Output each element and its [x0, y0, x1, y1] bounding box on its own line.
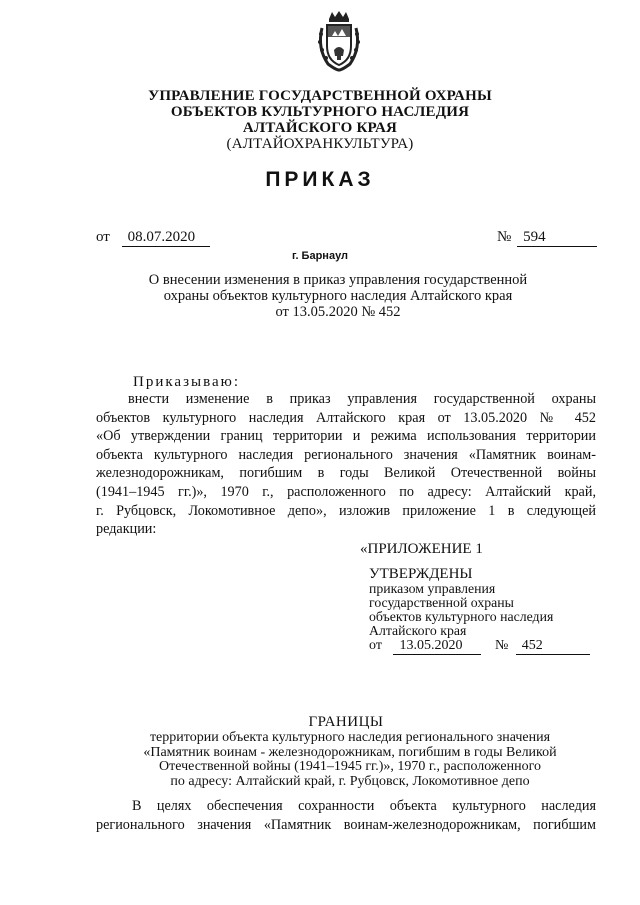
organization-name	[0, 88, 640, 152]
body-line: (1941–1945 гг.)», 1970 г., расположенного по адресу: Алтайский край,	[96, 483, 596, 500]
subject-line: О внесении изменения в приказ управления государственной	[148, 272, 528, 288]
org-line: УПРАВЛЕНИЕ ГОСУДАРСТВЕННОЙ ОХРАНЫ	[148, 88, 492, 104]
appendix-title: «ПРИЛОЖЕНИЕ 1	[360, 541, 483, 557]
order-date: 08.07.2020	[122, 229, 210, 247]
boundaries-line: территории объекта культурного наследия регионального значения	[149, 730, 551, 745]
approved-line: приказом управления	[369, 581, 496, 596]
boundaries-subtitle	[118, 731, 582, 789]
body-line: железнодорожникам, погибшим в годы Великой Отечественной войны	[96, 465, 596, 482]
number-prefix: №	[497, 229, 512, 245]
boundaries-line: «Памятник воинам - железнодорожникам, погибшим в годы Великой	[143, 744, 557, 760]
date-prefix: от	[96, 229, 110, 245]
body-line: г. Рубцовск, Локомотивное депо», изложив приложение 1 в следующей	[96, 502, 596, 519]
approved-line: государственной охраны	[369, 595, 514, 610]
body-line: «Об утверждении границ территории и режима использования территории	[96, 428, 596, 445]
appendix-number: 452	[516, 638, 590, 655]
approved-line: объектов культурного наследия	[369, 609, 554, 624]
body-line: редакции:	[96, 521, 157, 538]
body-line: внести изменение в приказ управления государственной охраны	[128, 391, 596, 407]
body-line: объекта культурного наследия регионального значения «Памятник воинам-	[96, 446, 596, 463]
appendix-date-prefix: от	[369, 638, 382, 653]
altai-krai-coat-of-arms-icon	[314, 10, 364, 72]
final-line: регионального значения «Памятник воинам-железнодорожникам, погибшим	[96, 816, 596, 833]
body-line: объектов культурного наследия Алтайского края от 13.05.2020 № 452	[96, 409, 596, 426]
approved-label: УТВЕРЖДЕНЫ	[369, 566, 473, 582]
boundaries-line: Отечественной войны (1941–1945 гг.)», 1970 г., расположенного	[159, 759, 541, 774]
approved-line: Алтайского края	[369, 623, 467, 638]
final-line: В целях обеспечения сохранности объекта культурного наследия	[132, 798, 596, 814]
document-type-title: ПРИКАЗ	[265, 168, 375, 191]
org-line: АЛТАЙСКОГО КРАЯ	[242, 120, 398, 136]
order-keyword: Приказываю:	[133, 374, 240, 390]
order-subject	[118, 272, 558, 320]
appendix-number-prefix: №	[494, 638, 509, 653]
org-abbreviation: (АЛТАЙОХРАНКУЛЬТУРА)	[226, 136, 414, 152]
subject-line: охраны объектов культурного наследия Алтайского края	[163, 288, 513, 304]
order-number: 594	[517, 229, 597, 247]
appendix-date: 13.05.2020	[393, 638, 481, 655]
boundaries-title: ГРАНИЦЫ	[308, 714, 384, 730]
order-number-field	[497, 229, 597, 247]
appendix-date-number	[369, 638, 590, 655]
subject-line: от 13.05.2020 № 452	[275, 304, 401, 320]
order-date-field	[96, 229, 210, 247]
final-paragraph	[96, 797, 596, 834]
boundaries-line: по адресу: Алтайский край, г. Рубцовск, Локомотивное депо	[170, 773, 530, 789]
approved-by	[369, 582, 553, 638]
order-body	[96, 390, 596, 539]
city: г. Барнаул	[291, 250, 349, 262]
org-line: ОБЪЕКТОВ КУЛЬТУРНОГО НАСЛЕДИЯ	[170, 104, 470, 120]
